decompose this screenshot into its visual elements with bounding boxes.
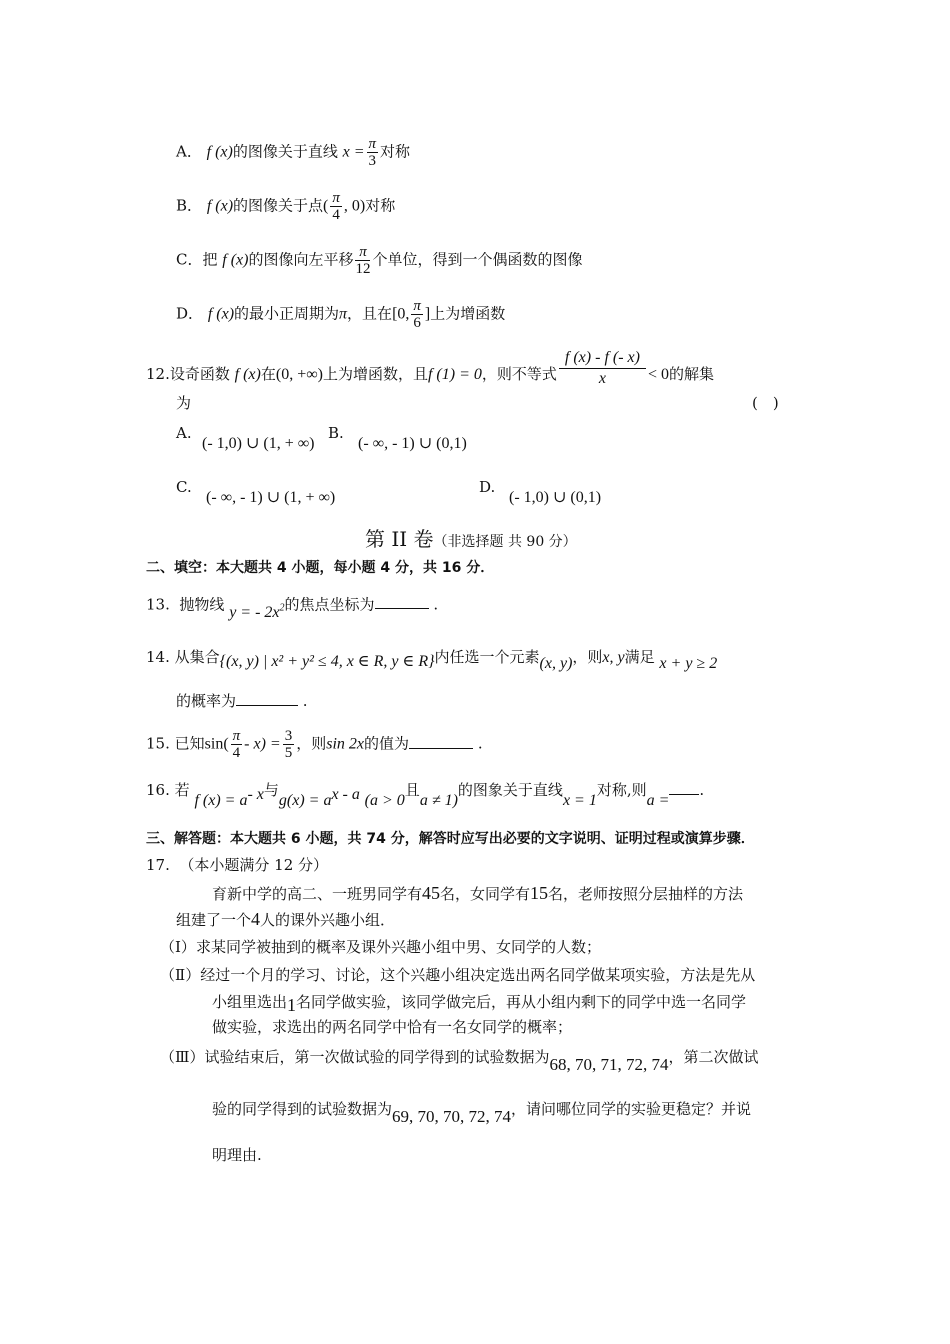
q11-option-a: A． f (x)的图像关于直线 x = $\frac{\pi}{3}$ 对称 — [176, 136, 411, 169]
q12-option-b: (- ∞, - 1) ∪ (0,1) — [358, 435, 467, 452]
q11-option-c: C．把 f (x)的图像向左平移 $\frac{\pi}{12}$ 个单位，得到一个偶函数的图像 — [176, 244, 583, 277]
q14-line2: 的概率为 . — [176, 692, 308, 710]
q17-header: 17. （本小题满分 12 分） — [146, 856, 329, 874]
q17-part3-line3: 明理由. — [212, 1146, 262, 1164]
section-3-heading: 三、解答题：本大题共 6 小题，共 74 分，解答时应写出必要的文字说明、证明过程或演算步骤． — [146, 831, 755, 847]
section-2-title: 第 II 卷（非选择题 共 90 分） — [365, 527, 577, 551]
q13: 13. 抛物线 y = - $2x^2$的焦点坐标为 . — [146, 595, 439, 622]
q11-option-d: D． f (x)的最小正周期为π，且在[0, $\frac{\pi}{6}$ ]上为增函数 — [176, 298, 506, 331]
q17-part1: （Ⅰ）求某同学被抽到的概率及课外兴趣小组中男、女同学的人数； — [160, 938, 601, 956]
q17-part2-line3: 做实验，求选出的两名同学中恰有一名女同学的概率； — [212, 1018, 573, 1036]
q12-option-c-letter: C. — [176, 478, 192, 496]
q12-stem: 12.设奇函数 f (x)在(0, +∞)上为增函数，且f (1) = 0，则不等式 $\frac{f (x) - f (- x)}{x}$ < 0的解集 — [146, 349, 715, 387]
q15: 15. 已知sin( $\frac{\pi}{4}$ - x) = $\frac{3}{5}$ ，则sin 2x的值为 . — [146, 728, 483, 761]
q12-option-b-letter: B. — [328, 424, 344, 442]
q12-option-a-letter: A. — [176, 424, 192, 442]
q14-line1: 14. 从集合{(x, y) | x² + y² ≤ 4, x ∈ R, y ∈ R}内任选一个元素(x, y)，则x, y满足 x + y ≥ 2 — [146, 648, 718, 672]
q12-option-d: (- 1,0) ∪ (0,1) — [509, 489, 602, 506]
q17-intro-line1: 育新中学的高二、一班男同学有45名，女同学有15名，老师按照分层抽样的方法 — [212, 883, 744, 903]
q12-option-d-letter: D. — [479, 478, 496, 496]
q12-answer-paren: ( ) — [752, 394, 779, 412]
q17-part3-line2: 验的同学得到的试验数据为69, 70, 70, 72, 74，请问哪位同学的实验更稳定？并说 — [212, 1100, 752, 1126]
q16: 16. 若 f $(x) = a^{- x}$与$g(x) = a^{x - a}$ (a > 0且a ≠ 1)的图象关于直线x = 1对称,则a =. — [146, 781, 705, 809]
section-2-heading: 二、填空：本大题共 4 小题，每小题 4 分，共 16 分． — [146, 560, 495, 576]
q17-part2-line1: （Ⅱ）经过一个月的学习、讨论，这个兴趣小组决定选出两名同学做某项实验，方法是先从 — [160, 966, 756, 984]
q12-option-c: (- ∞, - 1) ∪ (1, + ∞) — [206, 489, 336, 506]
q11-option-b: B． f (x)的图像关于点( $\frac{\pi}{4}$ , 0)对称 — [176, 190, 396, 223]
q12-option-a: (- 1,0) ∪ (1, + ∞) — [202, 435, 315, 452]
q17-part2-line2: 小组里选出1名同学做实验，该同学做完后，再从小组内剩下的同学中选一名同学 — [212, 993, 747, 1015]
q17-part3-line1: （Ⅲ）试验结束后，第一次做试验的同学得到的试验数据为68, 70, 71, 72, 74，第二次做试 — [160, 1048, 759, 1074]
q17-intro-line2: 组建了一个4人的课外兴趣小组． — [176, 909, 396, 929]
q12-stem-cont: 为 — [176, 394, 192, 412]
